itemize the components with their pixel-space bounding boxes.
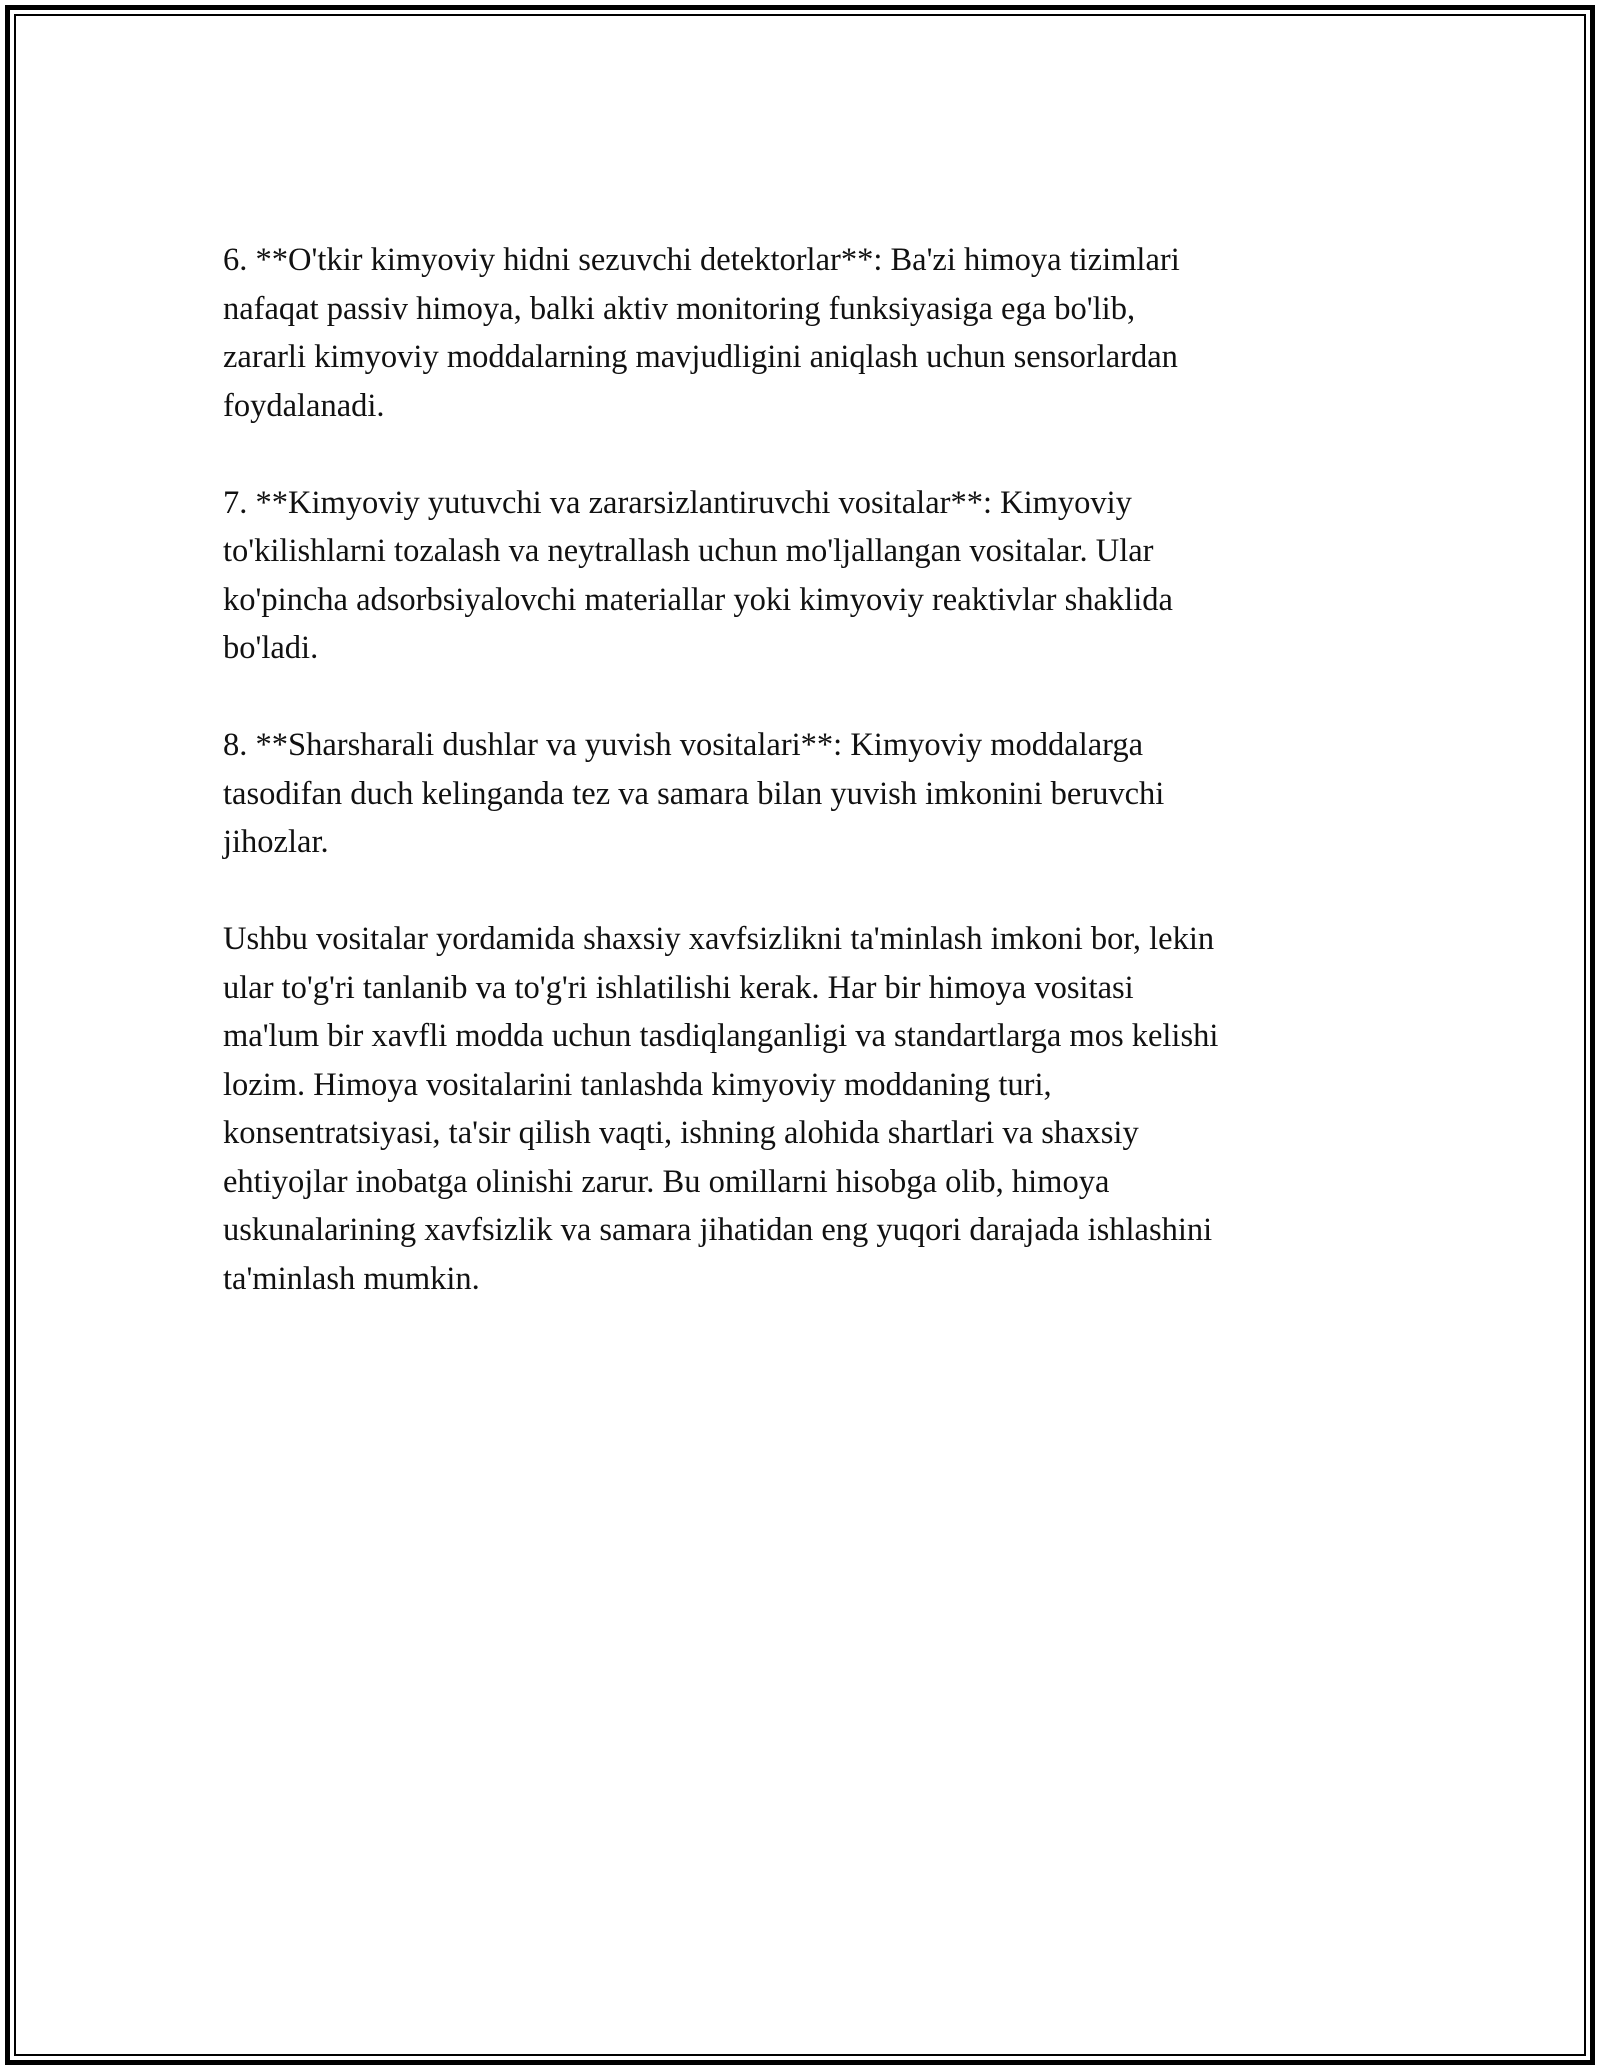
list-item-absorbents: 7. **Kimyoviy yutuvchi va zararsizlantiruvchi vositalar**: Kimyoviy to'kilishlarni tozalash va neytrallash uchun mo'ljallangan vositalar. Ular ko'pincha adsorbsiyalovchi materiallar yoki kimyoviy reaktivlar shaklida bo'ladi. (223, 484, 1173, 666)
list-item-detectors: 6. **O'tkir kimyoviy hidni sezuvchi detektorlar**: Ba'zi himoya tizimlari nafaqat passiv himoya, balki aktiv monitoring funksiyasiga ega bo'lib, zararli kimyoviy moddalarning mavjudligini aniqlash uchun sensorlardan foydalanadi. (223, 242, 1180, 424)
conclusion-paragraph: Ushbu vositalar yordamida shaxsiy xavfsizlikni ta'minlash imkoni bor, lekin ular to'g'ri tanlanib va to'g'ri ishlatilishi kerak. Har bir himoya vositasi ma'lum bir xavfli modda uchun tasdiqlanganligi va standartlarga mos kelishi lozim. Himoya vositalarini tanlashda kimyoviy moddaning turi, konsentratsiyasi, ta'sir qilish vaqti, ishning alohida shartlari va shaxsiy ehtiyojlar inobatga olinishi zarur. Bu omillarni hisobga olib, himoya uskunalarining xavfsizlik va samara jihatidan eng yuqori darajada ishlashini ta'minlash mumkin. (223, 921, 1219, 1297)
list-item-showers: 8. **Sharsharali dushlar va yuvish vositalari**: Kimyoviy moddalarga tasodifan duch kelinganda tez va samara bilan yuvish imkonini beruvchi jihozlar. (223, 727, 1165, 860)
document-body (223, 236, 1363, 1352)
